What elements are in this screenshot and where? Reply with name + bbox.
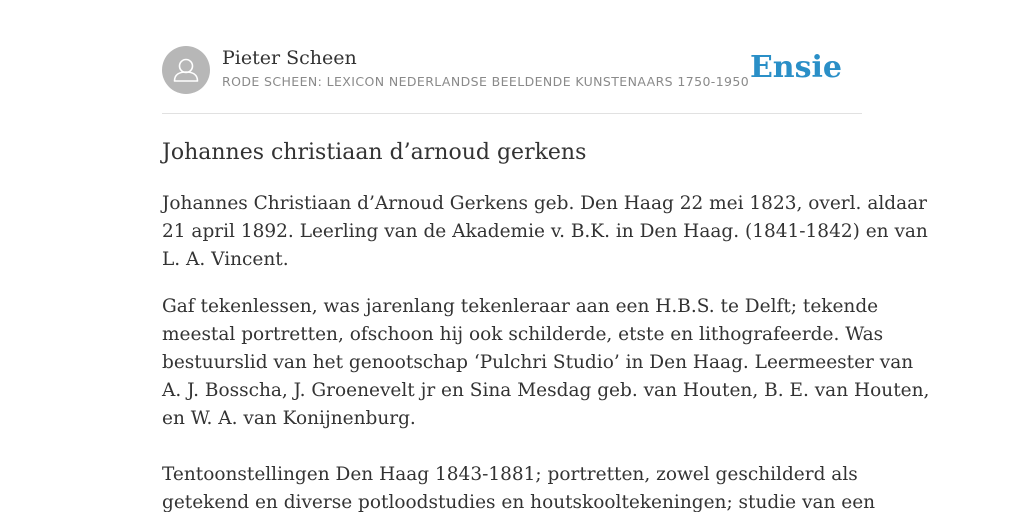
text-line: Gaf tekenlessen, was jarenlang tekenleraar aan een H.B.S. te Delft; tekende bbox=[162, 296, 879, 317]
author-name[interactable]: Pieter Scheen bbox=[222, 47, 357, 69]
text-line: L. A. Vincent. bbox=[162, 249, 289, 270]
text-line: Tentoonstellingen Den Haag 1843-1881; portretten, zowel geschilderd als bbox=[162, 464, 858, 485]
text-line: meestal portretten, ofschoon hij ook schilderde, etste en lithografeerde. Was bbox=[162, 324, 884, 345]
paragraph-spacer bbox=[162, 274, 862, 293]
text-line: A. J. Bosscha, J. Groenevelt jr en Sina Mesdag geb. van Houten, B. E. van Houten, bbox=[162, 380, 930, 401]
user-silhouette-icon bbox=[162, 46, 210, 94]
text-line: 21 april 1892. Leerling van de Akademie v. B.K. in Den Haag. (1841-1842) en van bbox=[162, 221, 928, 242]
ensie-logo[interactable]: Ensie bbox=[749, 50, 842, 85]
text-line: Johannes Christiaan d’Arnoud Gerkens geb. Den Haag 22 mei 1823, overl. aldaar bbox=[162, 193, 928, 214]
source-publication[interactable]: RODE SCHEEN: LEXICON NEDERLANDSE BEELDENDE KUNSTENAARS 1750-1950 bbox=[222, 74, 750, 89]
author-avatar[interactable] bbox=[162, 46, 210, 94]
paragraph-exhibitions bbox=[162, 461, 876, 512]
article-title: Johannes christiaan d’arnoud gerkens bbox=[162, 140, 587, 165]
text-line: en W. A. van Konijnenburg. bbox=[162, 408, 416, 429]
paragraph-biography bbox=[162, 190, 928, 274]
article-header bbox=[162, 46, 862, 96]
article-body bbox=[162, 190, 930, 512]
paragraph-career bbox=[162, 293, 930, 433]
text-line: getekend en diverse potloodstudies en houtskooltekeningen; studie van een bbox=[162, 492, 876, 512]
header-divider bbox=[162, 113, 862, 114]
text-line: bestuurslid van het genootschap ‘Pulchri Studio’ in Den Haag. Leermeester van bbox=[162, 352, 914, 373]
paragraph-spacer bbox=[162, 433, 862, 461]
